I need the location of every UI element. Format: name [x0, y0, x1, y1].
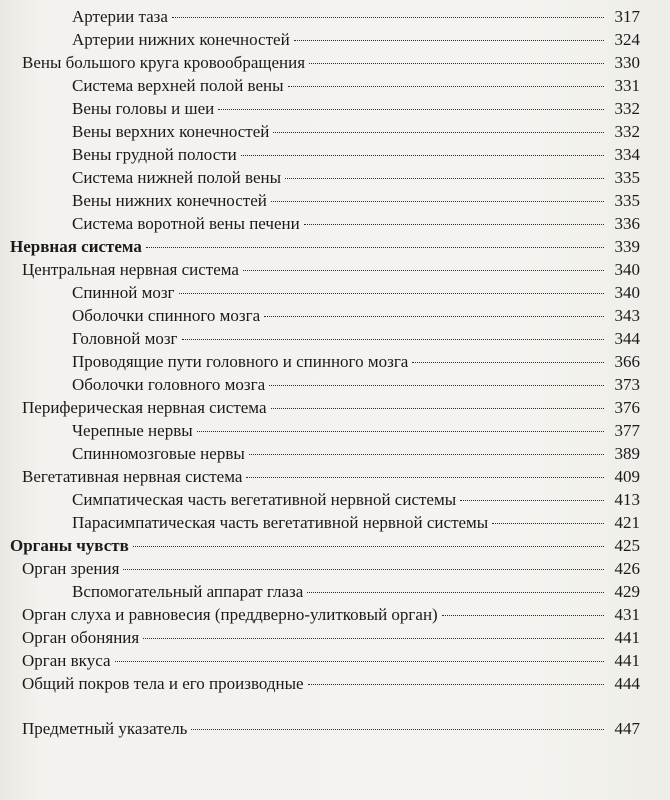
dot-leader	[241, 155, 604, 156]
toc-entry-title: Артерии нижних конечностей	[72, 30, 290, 49]
dot-leader	[123, 569, 604, 570]
toc-entry-title: Органы чувств	[10, 536, 129, 555]
toc-entry-title: Центральная нервная система	[22, 260, 239, 279]
dot-leader	[285, 178, 604, 179]
toc-entry-title: Оболочки головного мозга	[72, 375, 266, 394]
toc-entry	[72, 6, 640, 28]
toc-entry-title: Нервная система	[10, 237, 142, 256]
toc-entry	[72, 305, 640, 327]
toc-entry	[22, 52, 640, 74]
dot-leader	[143, 638, 604, 639]
toc-entry-title: Общий покров тела и его производные	[22, 674, 304, 693]
toc-entry	[22, 650, 640, 672]
toc-entry-title: Спинной мозг	[72, 283, 175, 302]
toc-entry	[72, 282, 640, 304]
toc-entry-title: Оболочки спинного мозга	[72, 306, 261, 325]
toc-entry	[72, 512, 640, 534]
toc-entry	[72, 351, 640, 373]
toc-entry-page-number: 429	[614, 582, 640, 601]
toc-entry	[22, 718, 640, 740]
toc-entry-title: Вспомогательный аппарат глаза	[72, 582, 304, 601]
dot-leader	[264, 316, 604, 317]
toc-entry	[72, 489, 640, 511]
toc-entry	[72, 190, 640, 212]
toc-entry	[72, 121, 640, 143]
toc-entry-title: Орган обоняния	[22, 628, 140, 647]
toc-entry-page-number: 426	[614, 559, 640, 578]
toc-entry-page-number: 413	[614, 490, 640, 509]
dot-leader	[273, 132, 604, 133]
toc-entry-page-number: 331	[614, 76, 640, 95]
dot-leader	[115, 661, 605, 662]
dot-leader	[271, 408, 605, 409]
toc-entry-title: Артерии таза	[72, 7, 168, 26]
toc-entry-page-number: 425	[614, 536, 640, 555]
toc-entry	[22, 604, 640, 626]
toc-entry-title: Вены грудной полости	[72, 145, 237, 164]
toc-entry-title: Спинномозговые нервы	[72, 444, 245, 463]
toc-entry-page-number: 377	[614, 421, 640, 440]
toc-entry	[72, 144, 640, 166]
dot-leader	[246, 477, 604, 478]
dot-leader	[249, 454, 604, 455]
toc-entry	[22, 259, 640, 281]
toc-entry	[72, 328, 640, 350]
toc-entry-title: Парасимпатическая часть вегетативной нервной системы	[72, 513, 489, 532]
toc-entry-page-number: 444	[614, 674, 640, 693]
toc-entry-page-number: 441	[614, 651, 640, 670]
toc-entry	[72, 98, 640, 120]
toc-entry-title: Орган вкуса	[22, 651, 111, 670]
toc-entry-title: Симпатическая часть вегетативной нервной системы	[72, 490, 457, 509]
toc-entry	[22, 673, 640, 695]
toc-entry-page-number: 409	[614, 467, 640, 486]
dot-leader	[172, 17, 604, 18]
toc-entry-page-number: 343	[614, 306, 640, 325]
dot-leader	[288, 86, 604, 87]
toc-entry-title: Предметный указатель	[22, 719, 188, 738]
toc-entry	[22, 558, 640, 580]
dot-leader	[460, 500, 604, 501]
toc-entry-title: Вены большого круга кровообращения	[22, 53, 306, 72]
dot-leader	[271, 201, 604, 202]
toc-entry	[22, 397, 640, 419]
toc-entry-page-number: 336	[614, 214, 640, 233]
toc-entry	[22, 466, 640, 488]
toc-entry-title: Вены головы и шеи	[72, 99, 215, 118]
dot-leader	[442, 615, 604, 616]
toc-entry	[10, 236, 640, 258]
toc-entry-page-number: 324	[614, 30, 640, 49]
toc-entry-page-number: 366	[614, 352, 640, 371]
dot-leader	[182, 339, 604, 340]
dot-leader	[412, 362, 604, 363]
toc-entry-page-number: 441	[614, 628, 640, 647]
toc-entry-title: Система воротной вены печени	[72, 214, 300, 233]
toc-entry-page-number: 373	[614, 375, 640, 394]
toc-entry	[72, 213, 640, 235]
toc-entry-page-number: 335	[614, 168, 640, 187]
dot-leader	[269, 385, 604, 386]
toc-entry-title: Вены нижних конечностей	[72, 191, 267, 210]
toc-entry-page-number: 431	[614, 605, 640, 624]
dot-leader	[133, 546, 604, 547]
dot-leader	[197, 431, 604, 432]
toc-entry-page-number: 421	[614, 513, 640, 532]
toc-entry-title: Вегетативная нервная система	[22, 467, 243, 486]
toc-entry-page-number: 389	[614, 444, 640, 463]
toc-entry	[72, 167, 640, 189]
toc-entry-title: Проводящие пути головного и спинного мозга	[72, 352, 409, 371]
toc-entry	[22, 627, 640, 649]
toc-entry-page-number: 317	[614, 7, 640, 26]
toc-entry-title: Черепные нервы	[72, 421, 193, 440]
dot-leader	[294, 40, 604, 41]
toc-entry	[72, 581, 640, 603]
toc-entry-page-number: 447	[614, 719, 640, 738]
toc-entry-title: Орган зрения	[22, 559, 120, 578]
toc-entry-page-number: 334	[614, 145, 640, 164]
dot-leader	[309, 63, 604, 64]
toc-entry	[72, 29, 640, 51]
toc-entry-page-number: 344	[614, 329, 640, 348]
dot-leader	[146, 247, 604, 248]
toc-entry-page-number: 332	[614, 122, 640, 141]
toc-entry	[72, 374, 640, 396]
dot-leader	[218, 109, 604, 110]
toc-entry-title: Орган слуха и равновесия (преддверно-улитковый орган)	[22, 605, 438, 624]
toc-entry-page-number: 332	[614, 99, 640, 118]
dot-leader	[492, 523, 604, 524]
dot-leader	[243, 270, 604, 271]
dot-leader	[191, 729, 604, 730]
toc-entry-page-number: 330	[614, 53, 640, 72]
toc-entry	[72, 75, 640, 97]
toc-entry	[10, 535, 640, 557]
toc-entry-title: Система верхней полой вены	[72, 76, 284, 95]
toc-entry-page-number: 340	[614, 283, 640, 302]
toc-entry-title: Периферическая нервная система	[22, 398, 267, 417]
toc-entry-page-number: 340	[614, 260, 640, 279]
toc-entry-page-number: 339	[614, 237, 640, 256]
toc-entry	[72, 420, 640, 442]
dot-leader	[304, 224, 604, 225]
toc-entry-page-number: 335	[614, 191, 640, 210]
toc-entry-page-number: 376	[614, 398, 640, 417]
dot-leader	[307, 592, 604, 593]
toc-entry-title: Головной мозг	[72, 329, 178, 348]
dot-leader	[308, 684, 604, 685]
dot-leader	[179, 293, 604, 294]
toc-entry	[72, 443, 640, 465]
toc-entry-title: Вены верхних конечностей	[72, 122, 270, 141]
toc-entry-title: Система нижней полой вены	[72, 168, 282, 187]
